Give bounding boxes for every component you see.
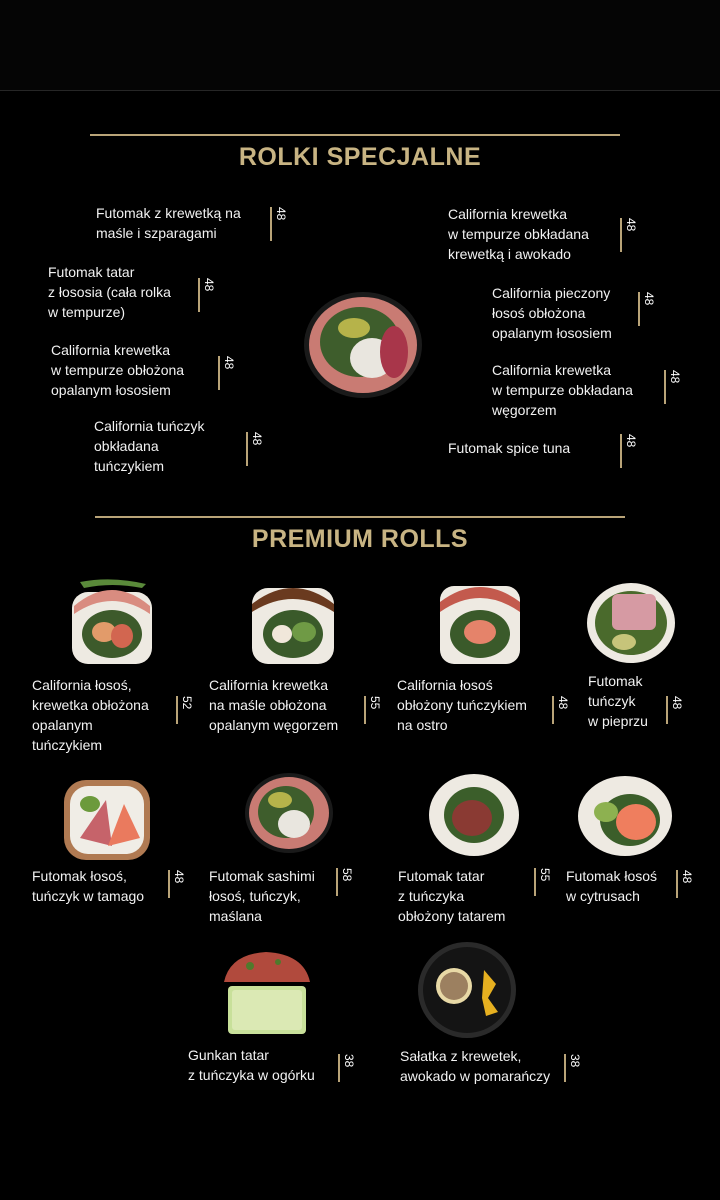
price: 48 xyxy=(222,356,236,370)
premium-roll-image-4 xyxy=(584,580,678,666)
price: 48 xyxy=(556,696,570,710)
premium-roll-image-1 xyxy=(66,578,158,666)
price: 48 xyxy=(202,278,216,292)
section-divider-premium xyxy=(95,516,625,518)
special-roll-image xyxy=(302,290,424,400)
price: 48 xyxy=(624,218,638,232)
price: 48 xyxy=(668,370,682,384)
price: 55 xyxy=(368,696,382,710)
section-title-premium: PREMIUM ROLLS xyxy=(251,525,469,553)
premium-roll-image-8 xyxy=(576,774,674,858)
section-divider-special xyxy=(90,134,620,136)
price: 48 xyxy=(642,292,656,306)
price: 52 xyxy=(180,696,194,710)
price: 48 xyxy=(624,434,638,448)
premium-roll-image-6 xyxy=(244,772,334,854)
price: 48 xyxy=(250,432,264,446)
price: 38 xyxy=(342,1054,356,1068)
premium-roll-image-3 xyxy=(436,578,524,666)
premium-roll-image-7 xyxy=(428,772,520,858)
price: 48 xyxy=(670,696,684,710)
price: 48 xyxy=(274,207,288,221)
premium-roll-image-9 xyxy=(220,948,314,1036)
section-title-special: ROLKI SPECJALNE xyxy=(238,143,482,171)
price: 38 xyxy=(568,1054,582,1068)
price: 58 xyxy=(340,868,354,882)
price: 48 xyxy=(680,870,694,884)
premium-roll-image-5 xyxy=(62,776,152,862)
price: 55 xyxy=(538,868,552,882)
premium-roll-image-2 xyxy=(248,578,338,666)
premium-roll-image-10 xyxy=(416,940,518,1040)
price: 48 xyxy=(172,870,186,884)
top-bar xyxy=(0,0,720,91)
